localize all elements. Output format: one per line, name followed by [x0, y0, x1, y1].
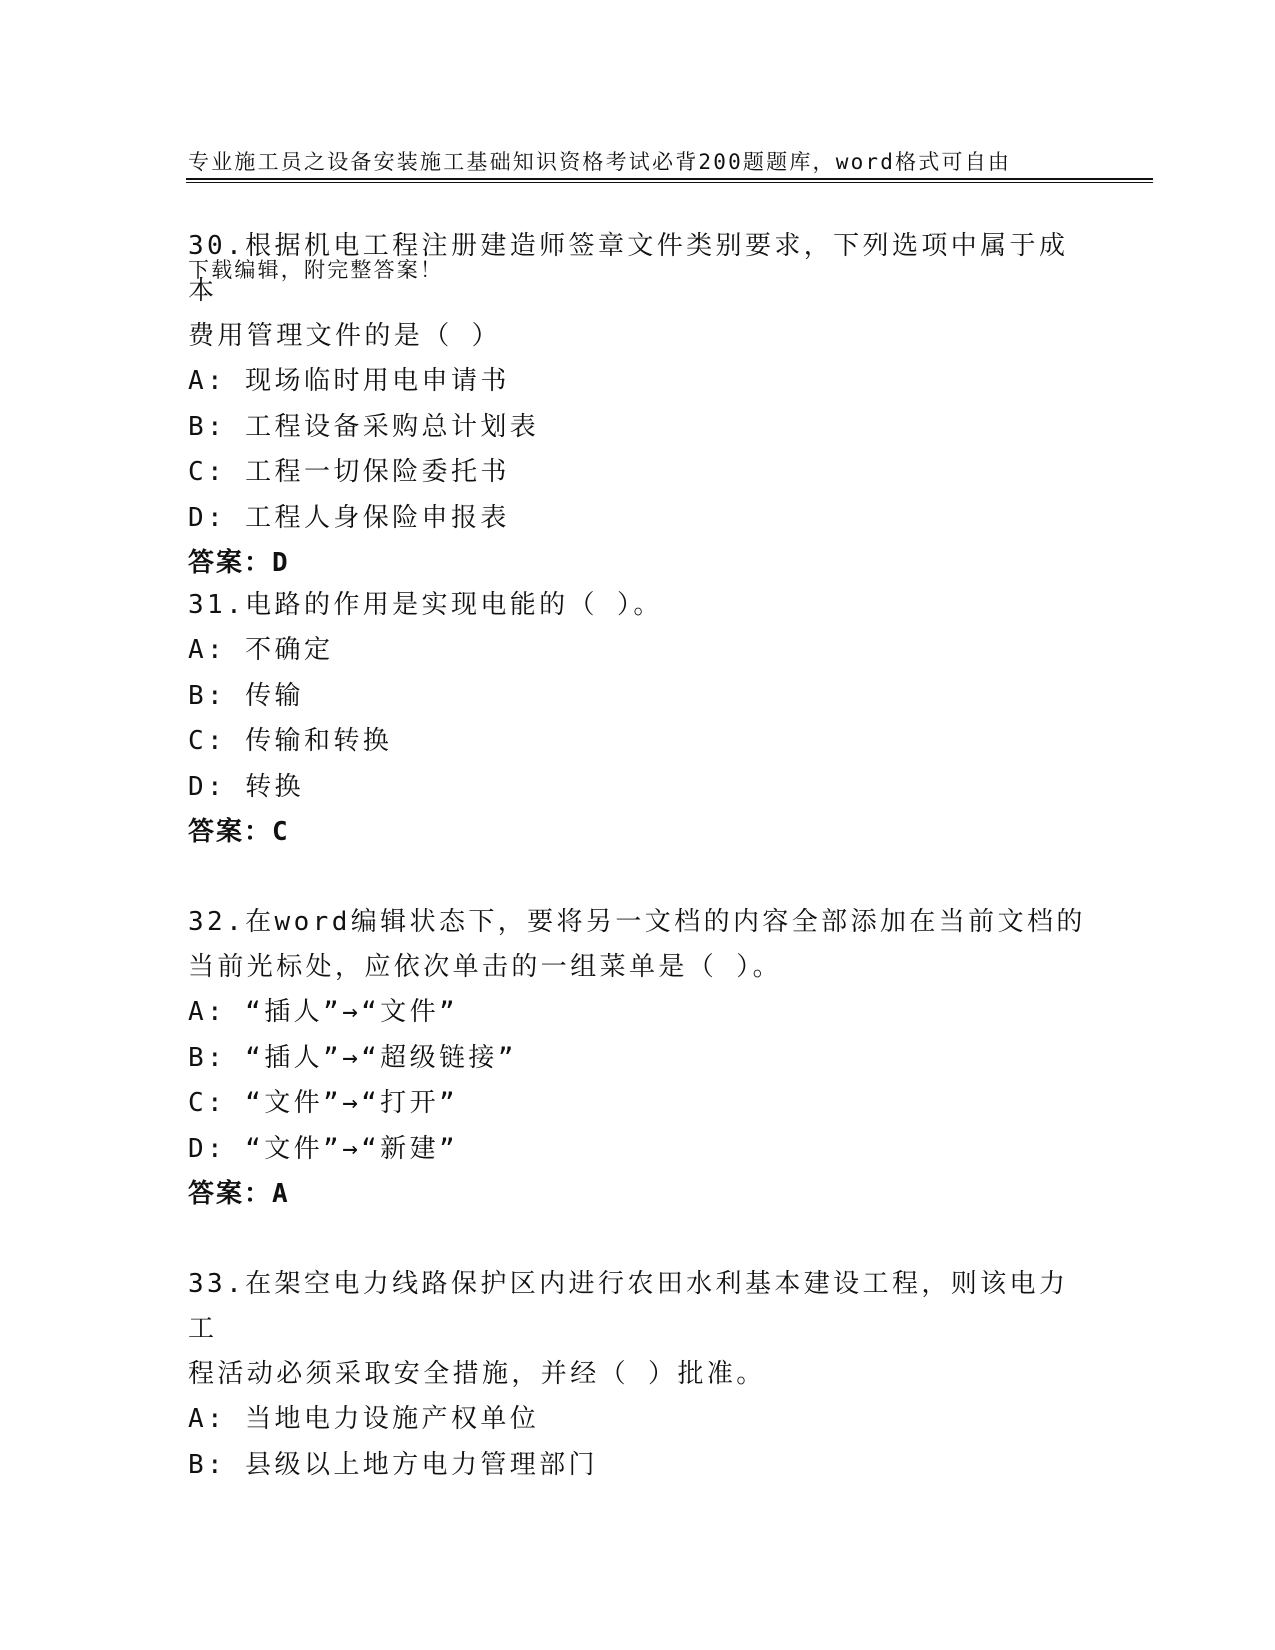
- option-b: B: “插人”→“超级链接”: [188, 1042, 517, 1073]
- header-divider: [186, 178, 1153, 183]
- question-33: [188, 1262, 1088, 1488]
- option-b: B: 工程设备采购总计划表: [188, 411, 540, 442]
- option-c: C: 传输和转换: [188, 726, 393, 756]
- option-a: A: 当地电力设施产权单位: [188, 1404, 540, 1434]
- question-text-line: 费用管理文件的是（ ）: [188, 321, 502, 351]
- question-text-line: 当前光标处，应依次单击的一组菜单是（ ）。: [188, 952, 783, 982]
- option-a: A: 不确定: [188, 635, 334, 665]
- option-c: C: “文件”→“打开”: [188, 1088, 459, 1118]
- option-d: D: “文件”→“新建”: [188, 1133, 459, 1164]
- option-a: A: “插人”→“文件”: [188, 997, 459, 1027]
- question-text-line: 程活动必须采取安全措施，并经（ ）批准。: [188, 1359, 766, 1389]
- question-31: [188, 583, 1088, 856]
- question-32: [188, 900, 1088, 1218]
- option-b: B: 传输: [188, 680, 304, 711]
- option-d: D: 转换: [188, 771, 304, 802]
- option-c: C: 工程一切保险委托书: [188, 457, 510, 487]
- option-d: D: 工程人身保险申报表: [188, 502, 510, 533]
- question-text-line: 33.在架空电力线路保护区内进行农田水利基本建设工程，则该电力工: [188, 1269, 1069, 1344]
- question-text-line: 32.在word编辑状态下，要将另一文档的内容全部添加在当前文档的: [188, 907, 1086, 937]
- question-30: [188, 224, 1088, 587]
- header-line-2: 下载编辑，附完整答案！: [188, 258, 444, 282]
- question-text-line: 30.根据机电工程注册建造师签章文件类别要求，下列选项中属于成本: [188, 231, 1069, 306]
- answer-label: 答案：C: [188, 817, 290, 847]
- header-line-1: 专业施工员之设备安装施工基础知识资格考试必背200题题库，word格式可自由: [188, 150, 1012, 174]
- answer-label: 答案：A: [188, 1179, 290, 1209]
- option-b: B: 县级以上地方电力管理部门: [188, 1449, 598, 1480]
- question-text-line: 31.电路的作用是实现电能的（ ）。: [188, 590, 663, 620]
- option-a: A: 现场临时用电申请书: [188, 366, 510, 396]
- answer-label: 答案：D: [188, 548, 290, 578]
